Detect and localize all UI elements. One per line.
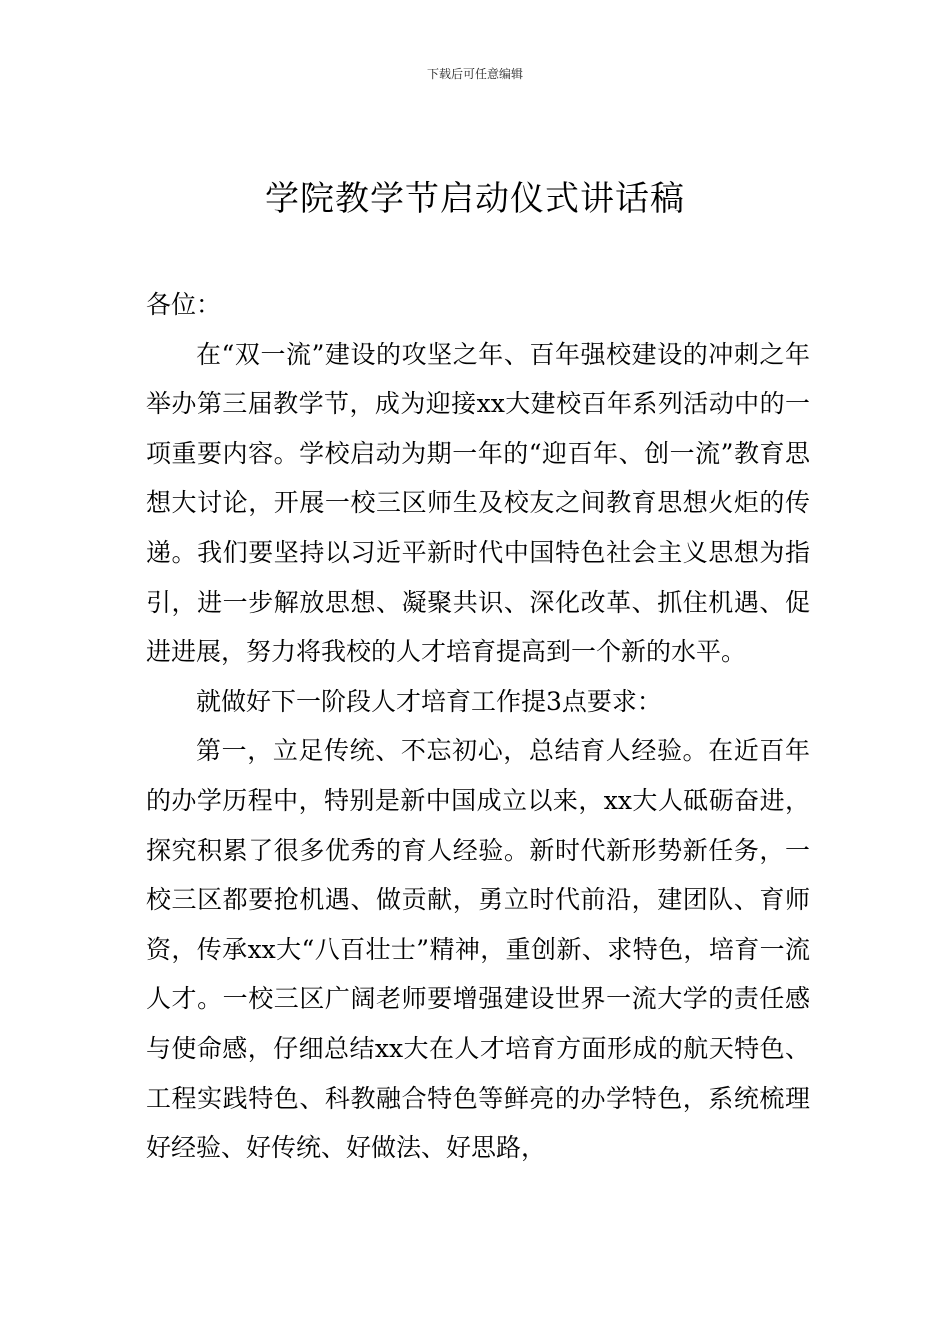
paragraph-1: 在“双一流”建设的攻坚之年、百年强校建设的冲刺之年举办第三届教学节，成为迎接xx大建校百年系列活动中的一项重要内容。学校启动为期一年的“迎百年、创一流”教育思想大讨论，开展一校三区师生及校友之间教育思想火炬的传递。我们要坚持以习近平新时代中国特色社会主义思想为指引，进一步解放思想、凝聚共识、深化改革、抓住机遇、促进进展，努力将我校的人才培育提高到一个新的水平。 — [146, 339, 810, 667]
paragraph-2: 就做好下一阶段人才培育工作提3点要求： — [196, 686, 662, 716]
salutation: 各位： — [146, 290, 222, 319]
paragraph-3: 第一，立足传统、不忘初心，总结育人经验。在近百年的办学历程中，特别是新中国成立以来，xx大人砥砺奋进，探究积累了很多优秀的育人经验。新时代新形势新任务，一校三区都要抢机遇、做贡献，勇立时代前沿，建团队、育师资，传承xx大“八百壮士”精神，重创新、求特色，培育一流人才。一校三区广阔老师要增强建设世界一流大学的责任感与使命感，仔细总结xx大在人才培育方面形成的航天特色、工程实践特色、科教融合特色等鲜亮的办学特色，系统梳理好经验、好传统、好做法、好思路， — [146, 736, 810, 1163]
page-header-note: 下载后可任意编辑 — [426, 67, 523, 81]
document-title: 学院教学节启动仪式讲话稿 — [265, 179, 685, 219]
document-body — [146, 280, 810, 1173]
